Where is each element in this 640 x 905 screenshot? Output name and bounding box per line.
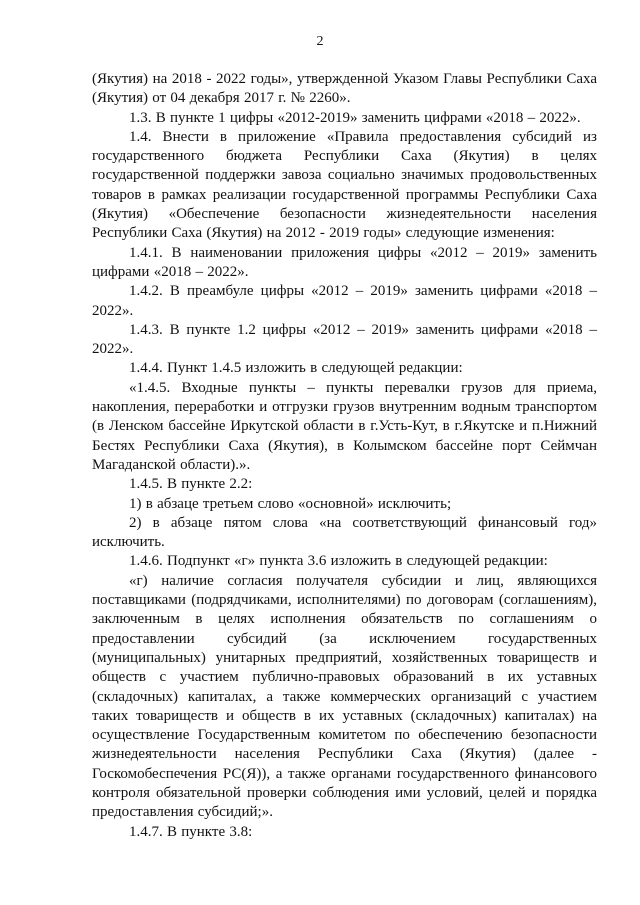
page-number: 2 — [316, 34, 324, 49]
paragraph: 1) в абзаце третьем слово «основной» исключить; — [129, 495, 452, 512]
paragraph: 1.4.3. В пункте 1.2 цифры «2012 – 2019» заменить цифрами «2018 – 2022». — [92, 321, 597, 358]
paragraph: 1.4.2. В преамбуле цифры «2012 – 2019» заменить цифрами «2018 – 2022». — [92, 283, 597, 319]
paragraph: 1.4.4. Пункт 1.4.5 изложить в следующей редакции: — [129, 360, 463, 377]
paragraph: 1.4.7. В пункте 3.8: — [129, 823, 253, 840]
document-body — [92, 70, 597, 842]
paragraph: 1.4.6. Подпункт «г» пункта 3.6 изложить в следующей редакции: — [129, 553, 548, 570]
paragraph: 1.4.5. В пункте 2.2: — [129, 476, 253, 493]
paragraph: 1.3. В пункте 1 цифры «2012-2019» заменить цифрами «2018 – 2022». — [129, 109, 581, 126]
paragraph: «г) наличие согласия получателя субсидии и лиц, являющихся поставщиками (подрядчиками, исполнителями) по договорам (соглашениям), заключенным в целях исполнения обязательств по соглашениям о предоставлении субсидий (за исключением государственных (муниципальных) унитарных предприятий, хозяйственных товариществ и обществ с участием публично-правовых образований в их уставных (складочных) капиталах, а также коммерческих организаций с участием таких товариществ и обществ в их уставных (складочных) капиталах) на осуществление Государственным комитетом по обеспечению безопасности жизнедеятельности населения Республики Саха (Якутия) (далее - Госкомобеспечения РС(Я)), а также органами государственного финансового контроля обязательной проверки соблюдения ими условий, целей и порядка предоставления субсидий;». — [92, 572, 597, 821]
paragraph: «1.4.5. Входные пункты – пункты перевалки грузов для приема, накопления, переработки и отгрузки грузов внутренним водным транспортом (в Ленском бассейне Иркутской области в г.Усть-Кут, в г.Якутске и п.Нижний Бестях Республики Саха (Якутия), в Колымском бассейне порт Сеймчан Магаданской области).». — [92, 379, 597, 473]
paragraph: 2) в абзаце пятом слова «на соответствующий финансовый год» исключить. — [92, 514, 597, 551]
paragraph: 1.4.1. В наименовании приложения цифры «2012 – 2019» заменить цифрами «2018 – 2022». — [92, 244, 597, 280]
paragraph: (Якутия) на 2018 - 2022 годы», утвержденной Указом Главы Республики Саха (Якутия) от 04 декабря 2017 г. № 2260». — [92, 71, 597, 107]
paragraph: 1.4. Внести в приложение «Правила предоставления субсидий из государственного бюджета Республики Саха (Якутия) в целях государственной поддержки завоза социально значимых продовольственных товаров в рамках реализации государственной программы Республики Саха (Якутия) «Обеспечение безопасности жизнедеятельности населения Республики Саха (Якутия) на 2012 - 2019 годы» следующие изменения: — [92, 128, 597, 242]
